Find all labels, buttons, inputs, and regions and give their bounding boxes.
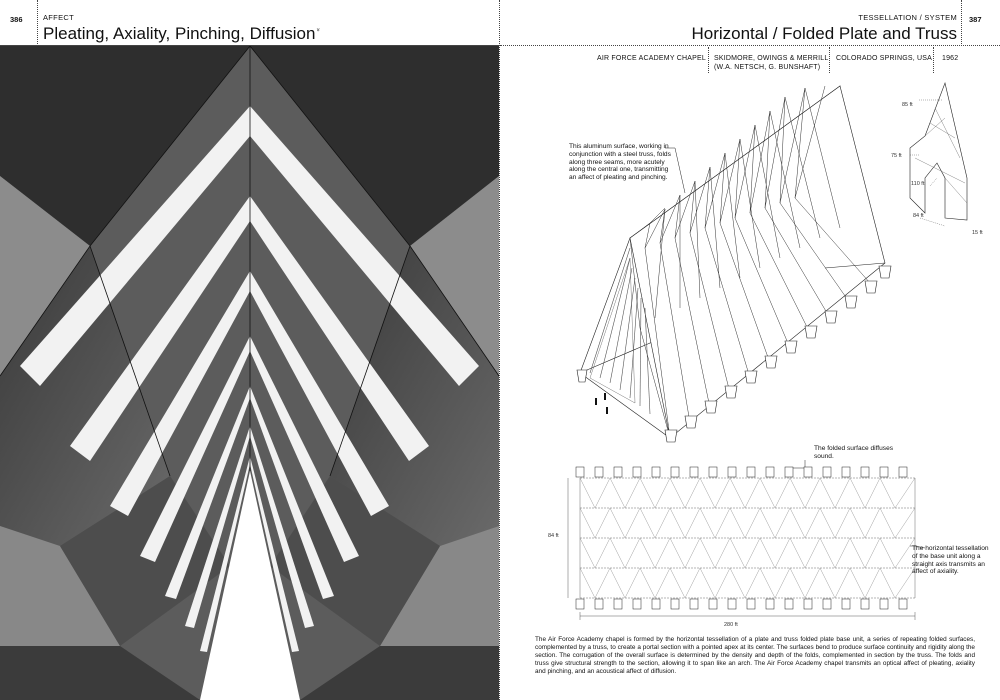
project-architect xyxy=(714,54,829,72)
plan-fold-pattern xyxy=(580,478,915,598)
right-page-number: 387 xyxy=(969,15,982,24)
info-divider-2 xyxy=(829,47,830,73)
dim-section-depth: 15 ft xyxy=(972,230,983,236)
project-year: 1962 xyxy=(942,55,959,62)
left-header-divider xyxy=(37,0,38,46)
axo-human-figures xyxy=(595,393,608,414)
project-name: AIR FORCE ACADEMY CHAPEL xyxy=(597,55,706,62)
plan-outline xyxy=(580,478,915,598)
right-section-label: TESSELLATION / SYSTEM xyxy=(858,13,957,22)
body-caption: The Air Force Academy chapel is formed by the horizontal tessellation of a plate and truss folded plate base unit, a series of repeating folded surfaces, complemented by a truss, to create a portal section with a pointed apex at its center. The surfaces bend to produce surface continuity and rigidity along the section. The corrugation of the overall surface is determined by the density and depth of the folds, complemented in section by the truss. The folds and truss give structural strength to the section, allowing it to span like an arch. The Air Force Academy chapel transmits an optical affect of pleating, axiality and pinching, and an acoustical affect of diffusion. xyxy=(535,636,975,675)
left-section-label: AFFECT xyxy=(43,13,74,22)
annotation-aluminum-surface: This aluminum surface, working in conjunction with a steel truss, folds along three seams, more acutely along the central one, transmitting an affect of pleating and pinching. xyxy=(569,143,671,182)
chapel-plan-drawing xyxy=(560,438,1000,638)
left-page-title xyxy=(43,24,321,44)
left-page-number: 386 xyxy=(10,15,23,24)
dim-plan-length: 280 ft xyxy=(724,622,738,628)
chapel-interior-photo xyxy=(0,46,499,700)
dim-section-width: 84 ft xyxy=(913,213,924,219)
page-gutter xyxy=(499,0,500,700)
info-divider-3 xyxy=(933,47,934,73)
right-page-title: Horizontal / Folded Plate and Truss xyxy=(691,24,957,43)
dim-section-top: 85 ft xyxy=(902,102,913,108)
dim-section-inner: 110 ft xyxy=(911,181,925,187)
plan-dimension-lines xyxy=(568,478,915,620)
annotation-diffuses-sound: The folded surface diffuses sound. xyxy=(814,445,894,460)
right-header-rule xyxy=(500,45,1000,46)
chapel-axonometric-drawing xyxy=(505,78,995,448)
section-drawing xyxy=(910,83,967,226)
dim-plan-width: 84 ft xyxy=(548,533,559,539)
info-divider-1 xyxy=(708,47,709,73)
left-title-text: Pleating, Axiality, Pinching, Diffusion xyxy=(43,24,316,43)
annotation-tessellation: The horizontal tessellation of the base unit along a straight axis transmits an affect of axiality. xyxy=(912,545,989,576)
rss-icon: ⍤ xyxy=(315,24,321,35)
right-header-divider xyxy=(961,0,962,46)
architect-line-2: (W.A. NETSCH, G. BUNSHAFT) xyxy=(714,64,821,71)
project-location: COLORADO SPRINGS, USA xyxy=(836,55,932,62)
architect-line-1: SKIDMORE, OWINGS & MERRILL xyxy=(714,55,829,62)
dim-section-mid: 75 ft xyxy=(891,153,902,159)
